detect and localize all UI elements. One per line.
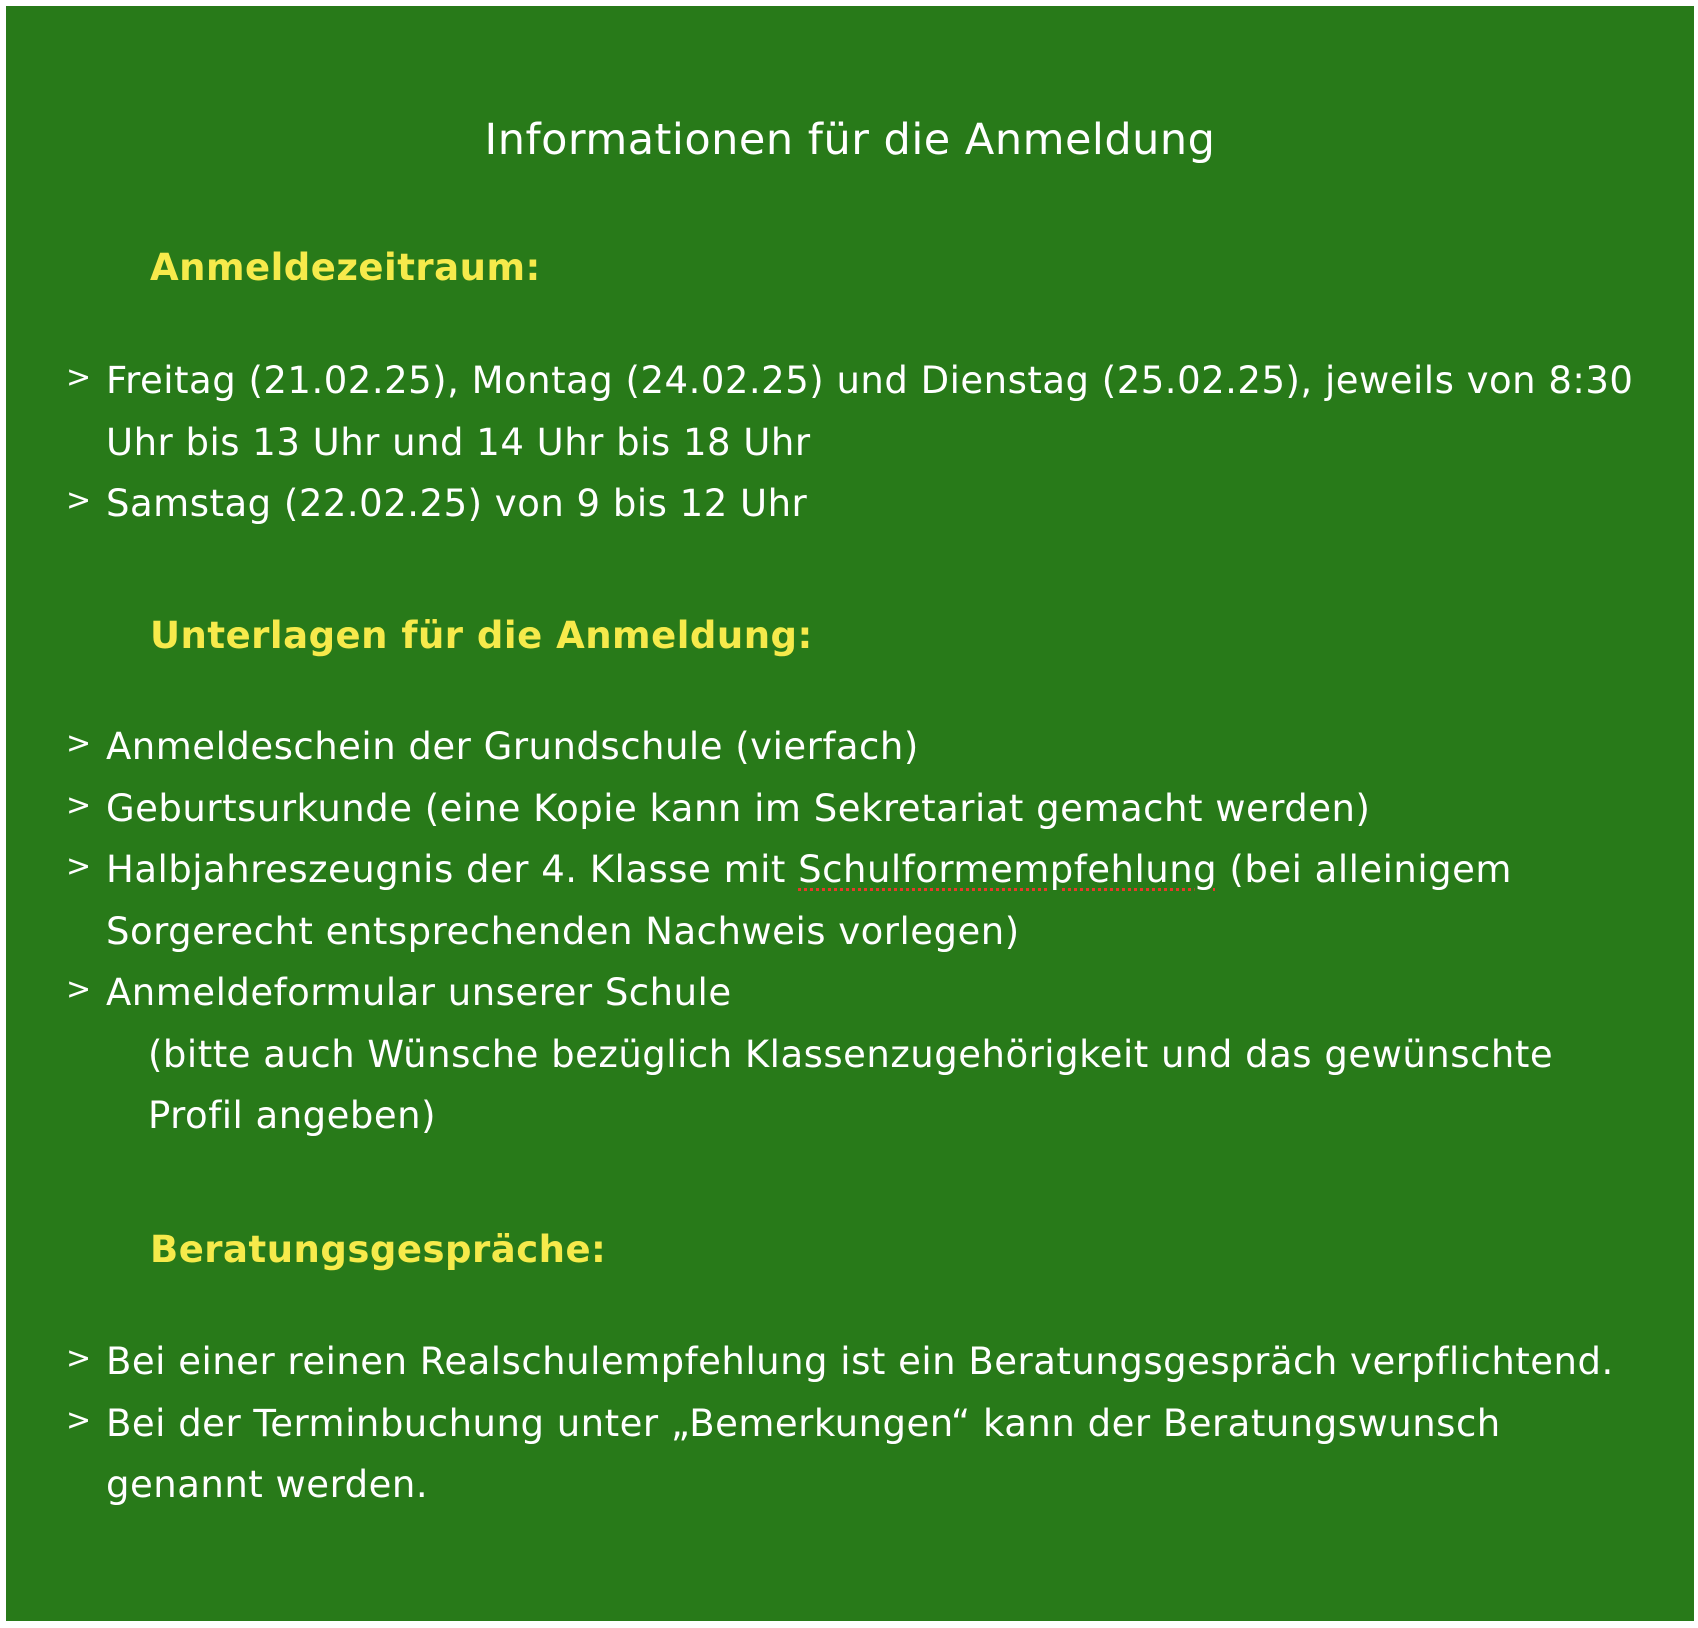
list-item-text: Samstag (22.02.25) von 9 bis 12 Uhr	[106, 482, 808, 525]
page-title: Informationen für die Anmeldung	[484, 115, 1216, 165]
list-item-note: (bitte auch Wünsche bezüglich Klassenzugehörigkeit und das gewünschte Profil angeben)	[148, 1032, 1554, 1137]
list-item-text: Anmeldeformular unserer Schule	[106, 971, 732, 1014]
list-item	[6, 1393, 1694, 1516]
chevron-right-icon: >	[66, 1402, 92, 1438]
chevron-right-icon: >	[66, 726, 92, 761]
section-heading-anmeldezeitraum: Anmeldezeitraum:	[150, 246, 541, 289]
chevron-right-icon: >	[66, 849, 92, 884]
list-item	[6, 1331, 1694, 1393]
chevron-right-icon: >	[66, 483, 92, 518]
list-item-text-before: Halbjahreszeugnis der 4. Klasse mit	[106, 848, 799, 891]
chevron-right-icon: >	[66, 1341, 92, 1376]
list-item	[6, 839, 1694, 962]
list-item	[6, 962, 1694, 1147]
list-item	[6, 473, 1694, 535]
chevron-right-icon: >	[66, 360, 92, 395]
bullet-list-unterlagen	[6, 716, 1694, 1147]
list-item-text-after: (bei alleinigem Sorgerecht entsprechenden Nachweis vorlegen)	[106, 848, 1512, 953]
bullet-list-anmeldezeitraum	[6, 350, 1694, 535]
spellcheck-flagged-word[interactable]: Schulformempfehlung	[798, 848, 1218, 891]
chevron-right-icon: >	[66, 972, 92, 1007]
list-item-text: Bei einer reinen Realschulempfehlung ist ein Beratungsgespräch verpflichtend.	[106, 1340, 1614, 1383]
list-item	[6, 778, 1694, 840]
list-item-text: Geburtsurkunde (eine Kopie kann im Sekretariat gemacht werden)	[106, 786, 1371, 830]
bullet-list-beratung	[6, 1331, 1694, 1516]
chevron-right-icon: >	[66, 787, 92, 823]
section-heading-beratungsgespraeche: Beratungsgespräche:	[150, 1228, 607, 1271]
list-item	[6, 716, 1694, 778]
list-item-text: Bei der Terminbuchung unter „Bemerkungen“ kann der Beratungswunsch genannt werden.	[106, 1401, 1501, 1506]
section-heading-unterlagen: Unterlagen für die Anmeldung:	[150, 614, 813, 657]
list-item-text: Anmeldeschein der Grundschule (vierfach)	[106, 725, 919, 768]
list-item-text: Freitag (21.02.25), Montag (24.02.25) und Dienstag (25.02.25), jeweils von 8:30 Uhr bis 13 Uhr und 14 Uhr bis 18 Uhr	[106, 359, 1634, 464]
info-board	[6, 6, 1694, 1621]
list-item	[6, 350, 1694, 473]
